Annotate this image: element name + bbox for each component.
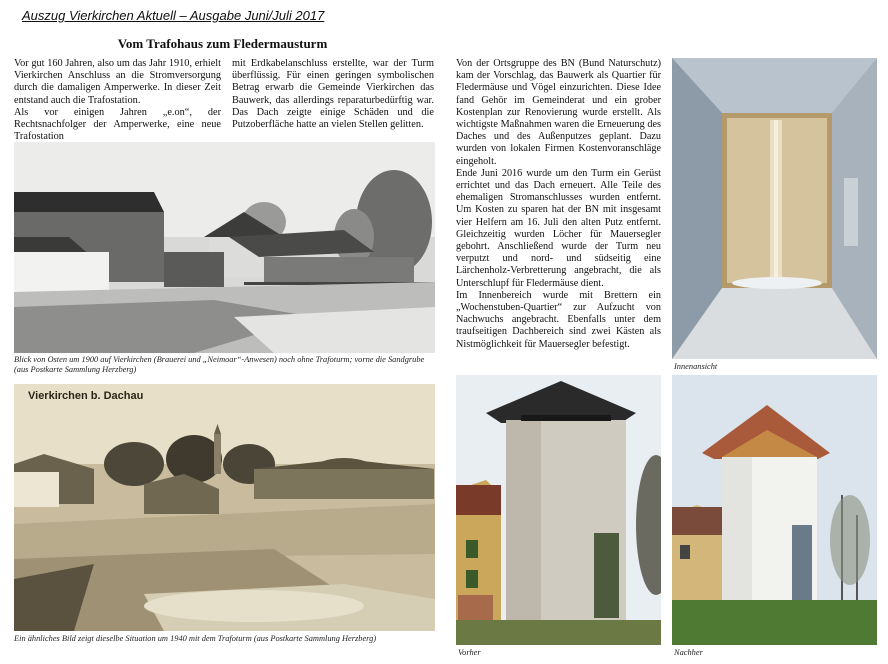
after-photo [672,375,877,645]
text-column-1 [14,58,221,143]
before-caption: Vorher [458,648,481,657]
paragraph: Als vor einigen Jahren „e.on“, der Rechtsnachfolger der Amperwerke, eine neue Trafostation [14,106,221,143]
historic-photo-1940 [14,384,435,631]
before-photo [456,375,661,645]
paragraph: Im Innenbereich wurde mit Brettern ein „Wochenstuben-Quartier“ zur Aufzucht von Nachwuchs angebracht. Ebenfalls unter dem traufseitigen Dachbereich sind zwei Kästen als Nistmöglichkeit für Mauersegler befestigt. [456,289,661,350]
text-column-3 [456,58,661,351]
interior-photo [672,58,877,359]
page-header: Auszug Vierkirchen Aktuell – Ausgabe Juni/Juli 2017 [22,8,325,23]
paragraph: mit Erdkabelanschluss erstellte, war der Turm überflüssig. Für einen geringen symbolischen Betrag erwarb die Gemeinde Vierkirchen das Bauwerk, das allerdings reparaturbedürftig war. Das Dach zeigte einige Schäden und die Putzoberfläche hatte an vielen Stellen gelitten. [232,58,434,131]
paragraph: Ende Juni 2016 wurde um den Turm ein Gerüst errichtet und das Dach erneuert. Alle Teile des ehemaligen Stromanschlusses wurden entfernt. Um Kosten zu sparen hat der BN mit insgesamt vier Helfern am 16. Juli den alten Putz entfernt. Gleichzeitig wurden Löcher für Mauersegler gebohrt. Anschließend wurde der Turm neu verputzt und nord- und südseitig eine Lärchenholz-Verbretterung angebracht, die als Unterschlupf für Fledermäuse dient. [456,167,661,289]
postcard-label: Vierkirchen b. Dachau [28,390,144,402]
paragraph: Vor gut 160 Jahren, also um das Jahr 1910, erhielt Vierkirchen Anschluss an die Stromversorgung durch die damaligen Amperwerke. In dieser Zeit entstand auch die Trafostation. [14,58,221,106]
paragraph: Von der Ortsgruppe des BN (Bund Naturschutz) kam der Vorschlag, das Bauwerk als Quartier für Fledermäuse und Vögel einzurichten. Diese Idee fand Gehör im Gemeinderat und ein grober Kostenplan zur Renovierung wurde erstellt. Als wichtigste Maßnahmen waren die Erneuerung des Daches und des Außenputzes geplant. Dazu wurden von lokalen Firmen Kostenvoranschläge eingeholt. [456,58,661,167]
photo-1940-caption: Ein ähnliches Bild zeigt dieselbe Situation um 1940 mit dem Trafoturm (aus Postkarte Sammlung Herzberg) [14,634,377,643]
interior-caption: Innenansicht [674,362,718,371]
article-title: Vom Trafohaus zum Fledermausturm [117,36,328,51]
historic-photo-1900 [14,142,435,353]
photo-1900-caption: Blick von Osten um 1900 auf Vierkirchen (Brauerei und „Neimoar“-Anwesen) noch ohne Trafoturm; vorne die Sandgrube (aus Postkarte Sammlung Herzberg) [14,355,425,374]
text-column-2 [232,58,434,131]
after-caption: Nachher [674,648,703,657]
